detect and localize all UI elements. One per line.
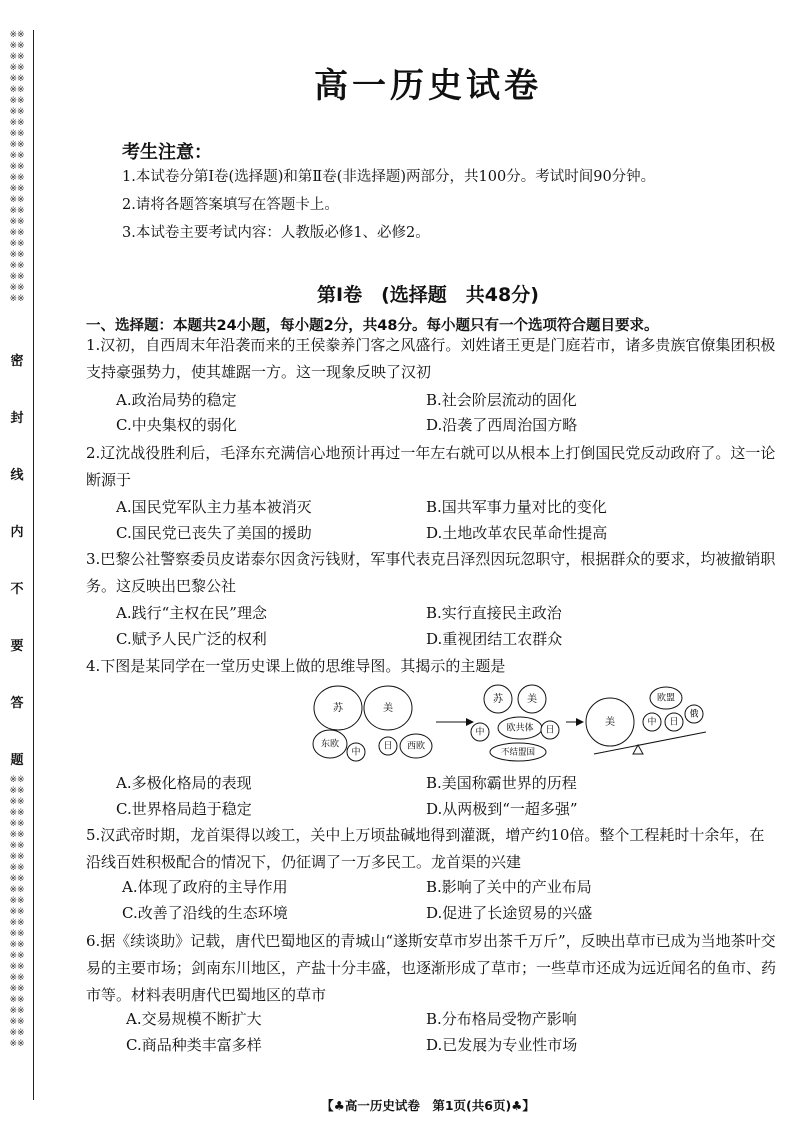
option-a: A.践行“主权在民”理念: [116, 604, 267, 622]
question-3: [86, 546, 776, 600]
label-japan: 日: [383, 741, 393, 752]
label-usa: 美: [383, 703, 393, 714]
notice-item: 2.请将各题答案填写在答题卡上。: [122, 197, 339, 213]
option-b: B.美国称霸世界的历程: [426, 774, 577, 792]
balance-beam: [594, 732, 706, 754]
label-nam: 不结盟国: [500, 747, 536, 758]
notice-item: 1.本试卷分第Ⅰ卷(选择题)和第Ⅱ卷(非选择题)两部分，共100分。考试时间90分钟。: [122, 169, 656, 185]
part-heading: 一、选择题：本题共24小题，每小题2分，共48分。每小题只有一个选项符合题目要求。: [86, 318, 659, 334]
notice-heading: 考生注意：: [122, 142, 212, 163]
seal-char: 密: [10, 354, 24, 369]
seal-char: 题: [10, 753, 24, 768]
option-c: C.中央集权的弱化: [116, 416, 237, 434]
notice-item: 3.本试卷主要考试内容：人教版必修1、必修2。: [122, 225, 430, 241]
page-footer: 【♣高一历史试卷 第1页(共6页)♣】: [321, 1098, 535, 1113]
option-a: A.国民党军队主力基本被消灭: [116, 498, 312, 516]
mind-map-diagram: [310, 684, 730, 764]
label-china-3: 中: [647, 717, 657, 728]
option-c: C.商品种类丰富多样: [126, 1036, 262, 1054]
option-c: C.赋予人民广泛的权利: [116, 630, 267, 648]
option-a: A.多极化格局的表现: [116, 774, 252, 792]
question-2: [86, 440, 776, 494]
label-china: 中: [351, 747, 361, 758]
label-china-2: 中: [475, 727, 485, 738]
option-b: B.分布格局受物产影响: [426, 1010, 577, 1028]
option-a: A.交易规模不断扩大: [126, 1010, 262, 1028]
option-d: D.沿袭了西周治国方略: [426, 416, 578, 434]
option-b: B.社会阶层流动的固化: [426, 391, 577, 409]
question-stem: 1.汉初，自西周末年沿袭而来的王侯豢养门客之风盛行。刘姓诸王更是门庭若市，诸多贵族官僚集团积极支持豪强势力，使其雄踞一方。这一现象反映了汉初: [86, 336, 776, 381]
option-b: B.影响了关中的产业布局: [426, 878, 592, 896]
arrow-2-head: [576, 718, 584, 726]
option-a: A.政治局势的稳定: [116, 391, 237, 409]
label-east-europe: 东欧: [320, 739, 340, 750]
option-c: C.改善了沿线的生态环境: [122, 904, 288, 922]
question-stem: 6.据《续谈助》记载，唐代巴蜀地区的青城山“遂斯安草市岁出茶千万斤”，反映出草市已成为当地茶叶交易的主要市场；剑南东川地区，产盐十分丰盛，也逐渐形成了草市；一些草市还成为远近闻名的鱼市、药市等。材料表明唐代巴蜀地区的草市: [86, 932, 777, 1004]
option-d: D.促进了长途贸易的兴盛: [426, 904, 593, 922]
label-soviet: 苏: [333, 703, 343, 714]
label-soviet-2: 苏: [493, 694, 503, 705]
binding-stars-top: ※※※※※※※※※※※※※※※※※※※※※※※※※※※※※※※※※※※※※※※※※※※※※※※※※※: [9, 30, 25, 304]
binding-seal-text: [6, 350, 28, 768]
seal-char: 不: [10, 582, 24, 597]
seal-char: 内: [10, 525, 24, 540]
question-stem: 3.巴黎公社警察委员皮诺泰尔因贪污钱财，军事代表克吕泽烈因玩忽职守，根据群众的要求，均被撤销职务。这反映出巴黎公社: [86, 550, 776, 595]
arrow-1-head: [466, 718, 474, 726]
question-5: [86, 822, 776, 876]
question-1: [86, 332, 776, 386]
page-title: 高一历史试卷: [314, 66, 542, 106]
question-stem: 5.汉武帝时期，龙首渠得以竣工，关中上万顷盐碱地得到灌溉，增产约10倍。整个工程耗时十余年，在沿线百姓积极配合的情况下，仍征调了一万多民工。龙首渠的兴建: [86, 826, 765, 871]
label-japan-2: 日: [545, 725, 555, 736]
option-d: D.从两极到“一超多强”: [426, 800, 578, 818]
label-ec: 欧共体: [506, 723, 534, 734]
option-b: B.国共军事力量对比的变化: [426, 498, 607, 516]
option-c: C.世界格局趋于稳定: [116, 800, 252, 818]
seal-char: 线: [10, 468, 24, 483]
label-usa-3: 美: [605, 717, 615, 728]
label-eu: 欧盟: [656, 693, 676, 704]
question-stem: 2.辽沈战役胜利后，毛泽东充满信心地预计再过一年左右就可以从根本上打倒国民党反动政府了。这一论断源于: [86, 444, 776, 489]
binding-stars-bottom: ※※※※※※※※※※※※※※※※※※※※※※※※※※※※※※※※※※※※※※※※※※※※※※※※※※: [9, 775, 25, 1049]
option-a: A.体现了政府的主导作用: [122, 878, 288, 896]
option-d: D.土地改革农民革命性提高: [426, 524, 608, 542]
binding-margin: [6, 30, 28, 1100]
question-4: [86, 653, 776, 680]
seal-char: 要: [10, 639, 24, 654]
option-d: D.已发展为专业性市场: [426, 1036, 578, 1054]
question-stem: 4.下图是某同学在一堂历史课上做的思维导图。其揭示的主题是: [86, 657, 506, 675]
label-west-europe: 西欧: [406, 741, 426, 752]
label-japan-3: 日: [669, 717, 679, 728]
label-russia: 俄: [689, 709, 699, 720]
section-heading: 第Ⅰ卷 (选择题 共48分): [317, 284, 539, 306]
seal-char: 答: [10, 696, 24, 711]
seal-char: 封: [10, 411, 24, 426]
label-usa-2: 美: [527, 694, 537, 705]
question-6: [86, 928, 776, 1009]
option-c: C.国民党已丧失了美国的援助: [116, 524, 312, 542]
option-b: B.实行直接民主政治: [426, 604, 562, 622]
option-d: D.重视团结工农群众: [426, 630, 563, 648]
binding-line: [33, 30, 34, 1100]
